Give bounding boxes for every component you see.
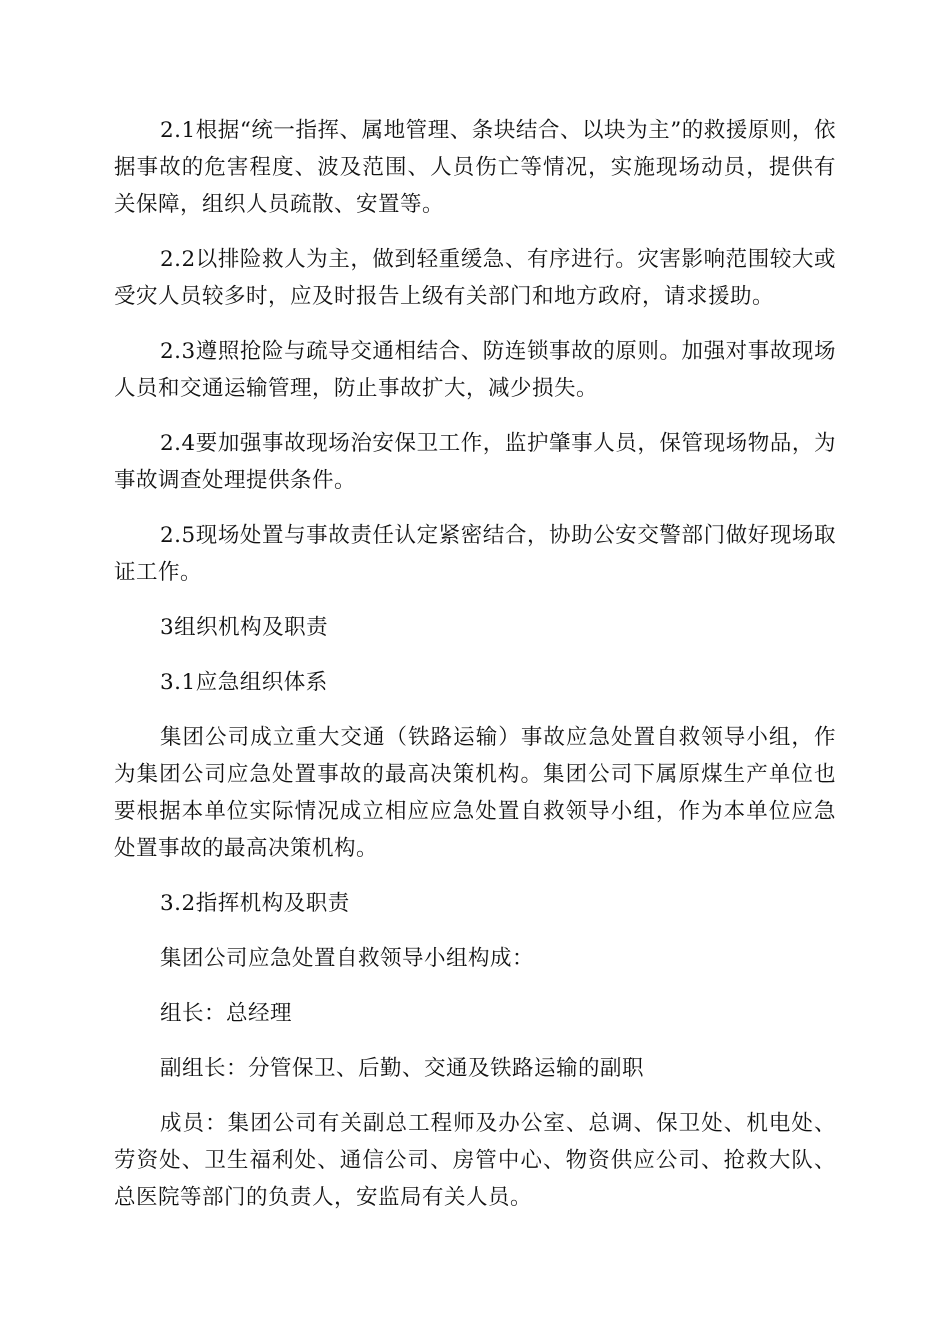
section-heading-3: 3组织机构及职责	[160, 615, 329, 640]
paragraph-members: 成员：集团公司有关副总工程师及办公室、总调、保卫处、机电处、劳资处、卫生福利处、通信公司、房管中心、物资供应公司、抢救大队、总医院等部门的负责人，安监局有关人员。	[114, 1111, 836, 1210]
paragraph-2-2: 2.2以排险救人为主，做到轻重缓急、有序进行。灾害影响范围较大或受灾人员较多时，应及时报告上级有关部门和地方政府，请求援助。	[114, 247, 836, 309]
section-heading-3-1: 3.1应急组织体系	[160, 670, 328, 695]
paragraph-group-leader: 组长：总经理	[160, 1001, 293, 1026]
paragraph-2-3: 2.3遵照抢险与疏导交通相结合、防连锁事故的原则。加强对事故现场人员和交通运输管理，防止事故扩大，减少损失。	[114, 339, 836, 401]
paragraph-3-1-body: 集团公司成立重大交通（铁路运输）事故应急处置自救领导小组，作为集团公司应急处置事故的最高决策机构。集团公司下属原煤生产单位也要根据本单位实际情况成立相应应急处置自救领导小组，作为本单位应急处置事故的最高决策机构。	[114, 725, 836, 861]
paragraph-deputy-leader: 副组长：分管保卫、后勤、交通及铁路运输的副职	[160, 1056, 645, 1081]
paragraph-2-1: 2.1根据“统一指挥、属地管理、条块结合、以块为主”的救援原则，依据事故的危害程度、波及范围、人员伤亡等情况，实施现场动员，提供有关保障，组织人员疏散、安置等。	[114, 118, 836, 217]
paragraph-2-4: 2.4要加强事故现场治安保卫工作，监护肇事人员，保管现场物品，为事故调查处理提供条件。	[114, 431, 836, 493]
section-heading-3-2: 3.2指挥机构及职责	[160, 891, 350, 916]
paragraph-leadership-intro: 集团公司应急处置自救领导小组构成：	[160, 946, 535, 971]
document-body	[114, 112, 836, 1234]
paragraph-2-5: 2.5现场处置与事故责任认定紧密结合，协助公安交警部门做好现场取证工作。	[114, 523, 836, 585]
